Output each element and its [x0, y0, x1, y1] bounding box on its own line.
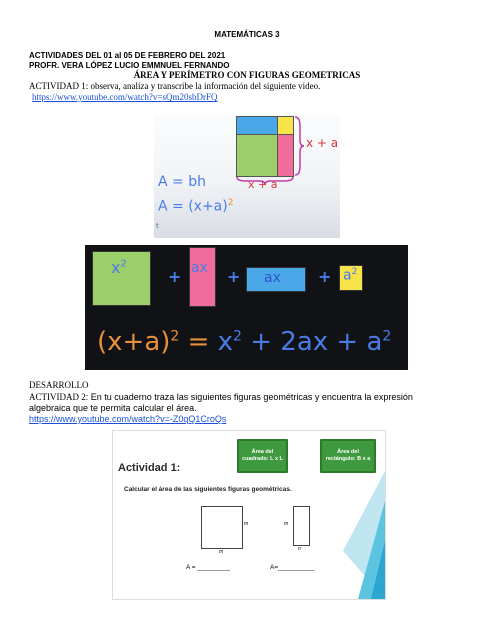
dates-line: ACTIVIDADES DEL 01 al 05 DE FEBRERO DEL 2021	[29, 51, 226, 60]
tile2-text: ax	[191, 260, 208, 276]
activity2-label: ACTIVIDAD 2	[29, 392, 86, 402]
identity-a-exp: 2	[382, 328, 392, 345]
subject-title: MATEMÁTICAS 3	[214, 30, 280, 39]
topic-title: ÁREA Y PERÍMETRO CON FIGURAS GEOMETRICAS	[133, 70, 361, 80]
tile4-base: a	[343, 267, 352, 284]
bottom-label: x + a	[248, 178, 278, 191]
development-heading: DESARROLLO	[29, 380, 89, 390]
slide-instruction: Calcular el área de las siguientes figuras geométricas.	[124, 486, 292, 493]
identity-equation	[97, 327, 391, 357]
tile-a-squared	[339, 265, 363, 291]
formula2-base: A = (x+a)	[158, 198, 228, 215]
answer-rectangle: A=__________	[270, 564, 315, 571]
formula-area-square	[158, 198, 233, 215]
corner-mark: t	[156, 222, 159, 230]
tile1-base: x	[111, 258, 121, 277]
activity2-line2: algebraica que te permita calcular el área.	[29, 403, 197, 413]
tile4-exp: 2	[351, 267, 358, 277]
side-label: x + a	[306, 136, 339, 150]
square-blue	[236, 116, 278, 135]
activity1-text: ACTIVIDAD 1: observa, analiza y transcribe la información del siguiente video.	[29, 81, 321, 91]
rect-bottom-label: n	[298, 546, 301, 552]
plus-3: +	[318, 267, 332, 286]
figure-square	[201, 506, 243, 549]
rect-left-label: m	[284, 521, 289, 527]
side-brace	[293, 116, 305, 176]
tile-ax-vertical	[189, 247, 216, 307]
activity-slide	[112, 430, 386, 600]
formula2-exponent: 2	[227, 198, 234, 208]
tile1-text	[111, 258, 127, 277]
identity-left-exp: 2	[170, 328, 180, 345]
video-frame-area-square	[154, 114, 340, 238]
identity-eq: =	[187, 327, 210, 357]
tile-x-squared	[92, 251, 151, 306]
tile-ax-horizontal	[246, 267, 306, 292]
square-side-label: m	[244, 521, 249, 527]
rectangle-formula-button[interactable]: Área del rectángulo: B x a	[320, 439, 376, 473]
activity2-text	[29, 392, 466, 402]
square-formula-button[interactable]: Área del cuadrado: L x L	[237, 439, 288, 473]
square-bottom-label: m	[219, 549, 224, 555]
identity-mid: + 2ax +	[241, 327, 367, 357]
identity-x-exp: 2	[233, 328, 242, 345]
formula-area-bh: A = bh	[158, 174, 206, 190]
plus-2: +	[227, 267, 241, 286]
identity-x: x	[217, 327, 234, 357]
slide-title: Actividad 1:	[118, 462, 181, 474]
square-pink	[277, 134, 294, 177]
tile1-exp: 2	[120, 258, 127, 270]
identity-left: (x+a)	[97, 327, 171, 357]
activity1-link[interactable]: https://www.youtube.com/watch?v=sQm20sbDrFQ	[32, 92, 218, 102]
plus-1: +	[168, 267, 182, 286]
activity2-line1: : En tu cuaderno traza las siguientes figuras geométricas y encuentra la expresión	[85, 392, 413, 402]
figure-rectangle	[293, 506, 310, 546]
tile4-text	[343, 267, 357, 284]
tile3-text: ax	[264, 270, 281, 286]
video-frame-identity	[85, 245, 408, 370]
answer-square: A = _________	[186, 564, 230, 571]
activity2-link[interactable]: https://www.youtube.com/watch?v=-Z0qQ1CroQs	[29, 414, 227, 424]
square-yellow	[277, 116, 294, 135]
square-green	[236, 134, 278, 177]
identity-a: a	[366, 327, 383, 357]
teacher-line: PROFR. VERA LÓPEZ LUCIO EMMNUEL FERNANDO	[29, 61, 230, 70]
